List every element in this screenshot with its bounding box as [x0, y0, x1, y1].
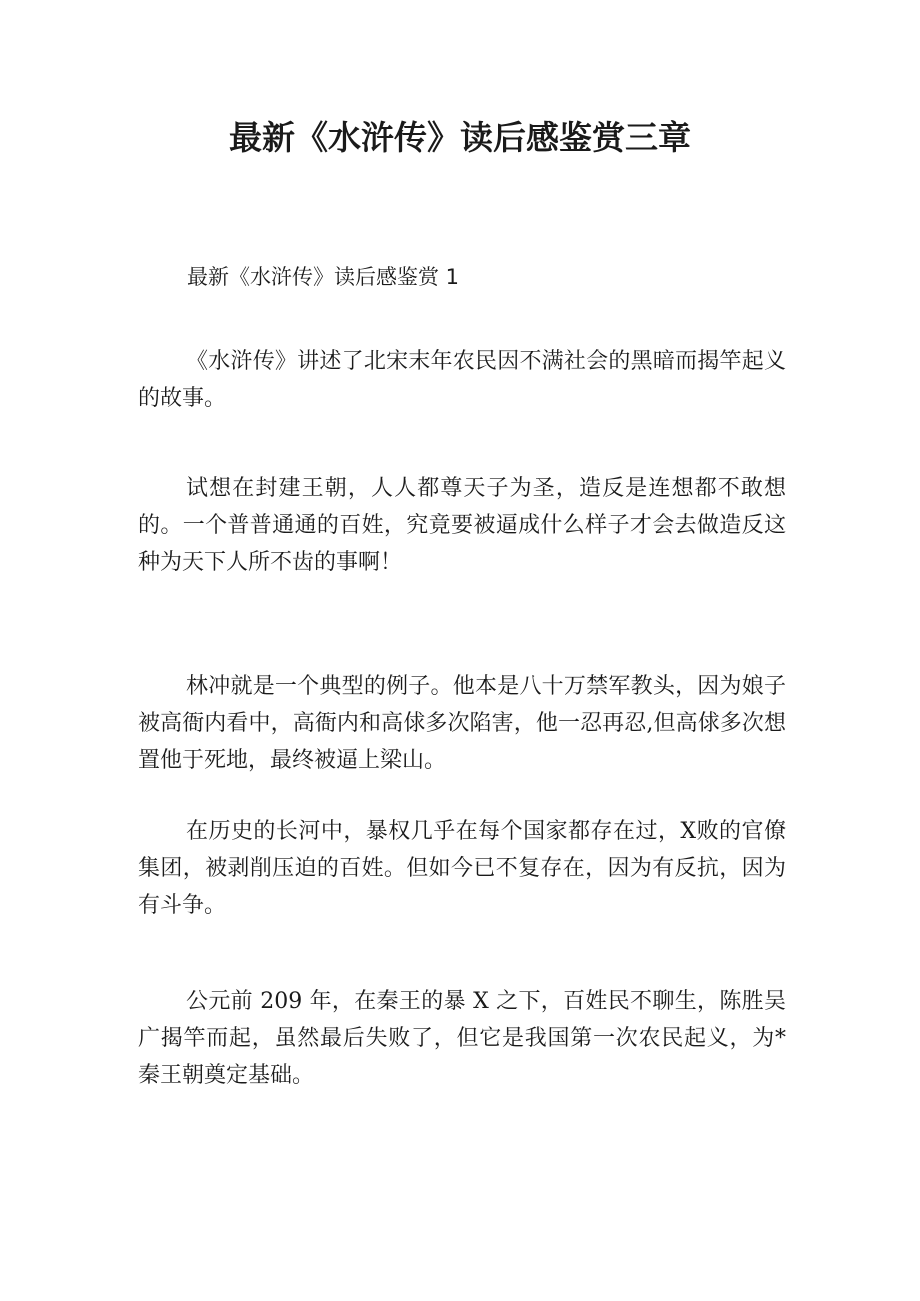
document-title: 最新《水浒传》读后感鉴赏三章 — [229, 118, 691, 157]
paragraph-5: 公元前 209 年，在秦王的暴 X 之下，百姓民不聊生，陈胜吴广揭竿而起，虽然最后失败了，但它是我国第一次农民起义，为*秦王朝奠定基础。 — [138, 989, 786, 1088]
paragraph-3: 林冲就是一个典型的例子。他本是八十万禁军教头，因为娘子被高衙内看中，高衙内和高俅多次陷害，他一忍再忍,但高俅多次想置他于死地，最终被逼上梁山。 — [138, 674, 786, 773]
paragraph-2: 试想在封建王朝，人人都尊天子为圣，造反是连想都不敢想的。一个普普通通的百姓，究竟要被逼成什么样子才会去做造反这种为天下人所不齿的事啊！ — [138, 476, 786, 575]
paragraph-4: 在历史的长河中，暴权几乎在每个国家都存在过，X败的官僚集团，被剥削压迫的百姓。但如今已不复存在，因为有反抗，因为有斗争。 — [138, 819, 786, 918]
section-heading: 最新《水浒传》读后感鉴赏 1 — [187, 265, 460, 289]
paragraph-1: 《水浒传》讲述了北宋末年农民因不满社会的黑暗而揭竿起义的故事。 — [138, 349, 786, 411]
